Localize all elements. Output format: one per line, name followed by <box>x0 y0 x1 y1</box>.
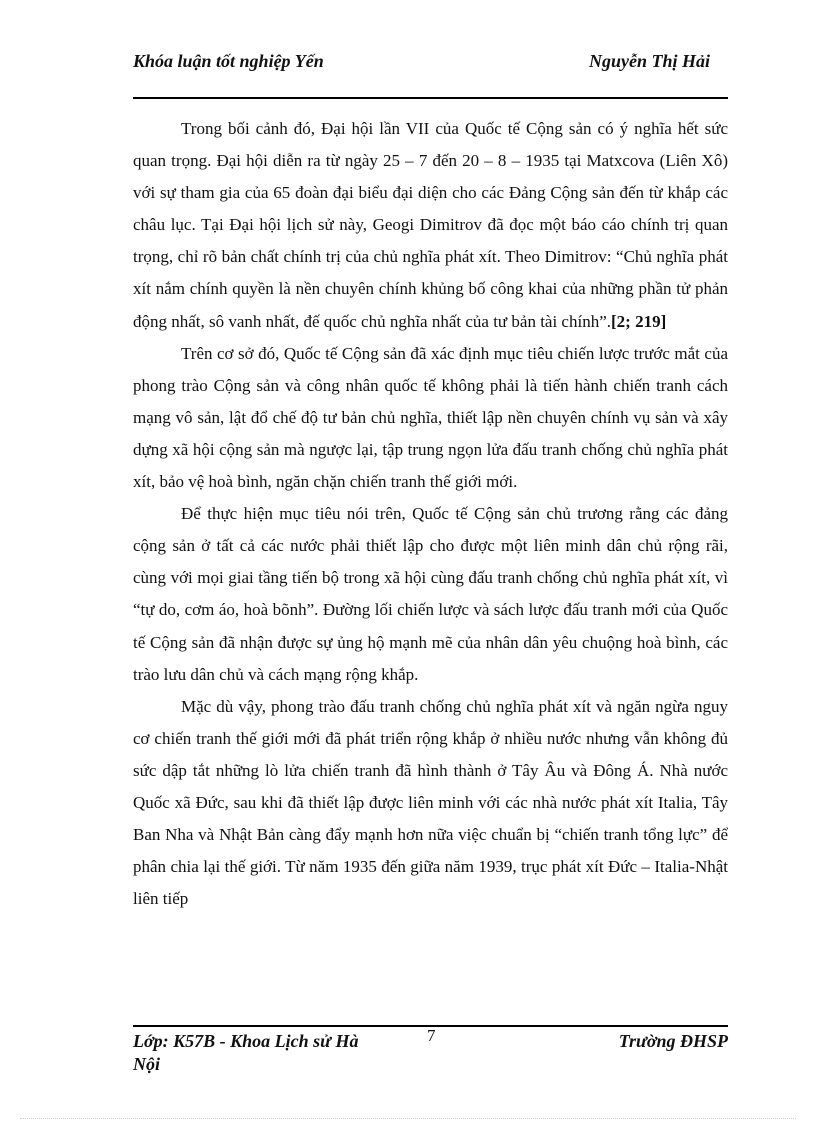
paragraph-4: Mặc dù vậy, phong trào đấu tranh chống chủ nghĩa phát xít và ngăn ngừa nguy cơ chiến tranh thế giới mới đã phát triển rộng khắp ở nhiều nước nhưng vẫn không đủ sức dập tắt những lò lửa chiến tranh đã hình thành ở Tây Âu và Đông Á. Nhà nước Quốc xã Đức, sau khi đã thiết lập được liên minh với các nhà nước phát xít Italia, Tây Ban Nha và Nhật Bản càng đẩy mạnh hơn nữa việc chuẩn bị “chiến tranh tổng lực” để phân chia lại thế giới. Từ năm 1935 đến giữa năm 1939, trục phát xít Đức – Italia-Nhật liên tiếp <box>133 696 728 909</box>
paragraph-1-text: Trong bối cảnh đó, Đại hội lần VII của Quốc tế Cộng sản có ý nghĩa hết sức quan trọng. Đại hội diễn ra từ ngày 25 – 7 đến 20 – 8 – 1935 tại Matxcova (Liên Xô) với sự tham gia của 65 đoàn đại biểu đại diện cho các Đảng Cộng sản đến từ khắp các châu lục. Tại Đại hội lịch sử này, Geogi Dimitrov đã đọc một báo cáo chính trị quan trọng, chỉ rõ bản chất chính trị của chủ nghĩa phát xít. Theo Dimitrov: “Chủ nghĩa phát xít nắm chính quyền là nền chuyên chính khủng bố công khai của những phần tử phản động nhất, sô vanh nhất, đế quốc chủ nghĩa nhất của tư bản tài chính”. <box>133 119 728 331</box>
page-edge-divider <box>20 1118 796 1119</box>
header-thesis-label: Khóa luận tốt nghiệp Yến <box>133 51 324 71</box>
page-header <box>133 50 728 96</box>
footer-class-label: Lớp: K57B - Khoa Lịch sử Hà Nội <box>133 1031 359 1074</box>
page-footer <box>133 1026 728 1080</box>
paragraph-1 <box>133 113 728 338</box>
footer-school-label: Trường ĐHSP <box>618 1031 728 1051</box>
page-number: 7 <box>427 1026 436 1045</box>
header-author-name: Nguyễn Thị Hải <box>588 51 710 71</box>
paragraph-2: Trên cơ sở đó, Quốc tế Cộng sản đã xác định mục tiêu chiến lược trước mắt của phong trào Cộng sản và công nhân quốc tế không phải là tiến hành chiến tranh cách mạng vô sản, lật đổ chế độ tư bản chủ nghĩa, thiết lập nền chuyên chính vụ sản và xây dựng xã hội cộng sản mà ngược lại, tập trung ngọn lửa đấu tranh chống chủ nghĩa phát xít, bảo vệ hoà bình, ngăn chặn chiến tranh thế giới mới. <box>133 343 728 492</box>
document-body <box>133 113 728 915</box>
header-divider <box>133 97 728 99</box>
citation: [2; 219] <box>611 311 667 331</box>
paragraph-3: Để thực hiện mục tiêu nói trên, Quốc tế Cộng sản chủ trương rằng các đảng cộng sản ở tất cả các nước phải thiết lập cho được một liên minh dân chủ rộng rãi, cùng với mọi giai tầng tiến bộ trong xã hội cùng đấu tranh chống chủ nghĩa phát xít, vì “tự do, cơm áo, hoà bõnh”. Đường lối chiến lược và sách lược đấu tranh mới của Quốc tế Cộng sản đã nhận được sự ủng hộ mạnh mẽ của nhân dân yêu chuộng hoà bình, các trào lưu dân chủ và cách mạng rộng khắp. <box>133 504 728 684</box>
